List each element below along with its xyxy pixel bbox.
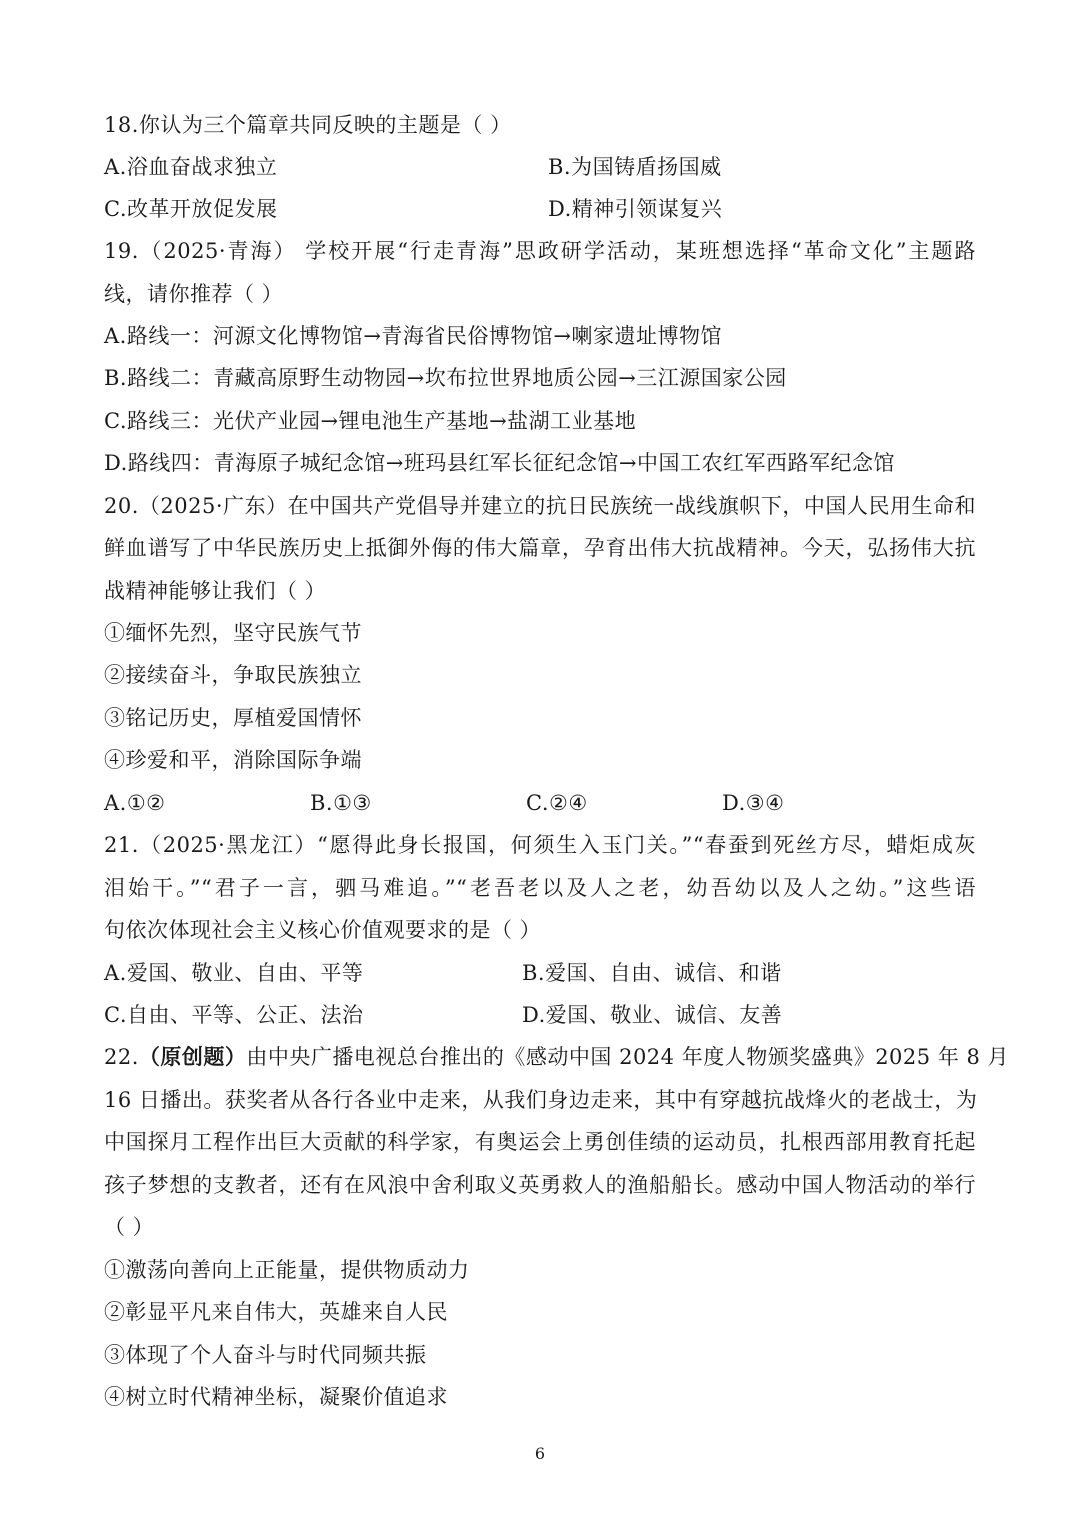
q20-stem-line-2: 鲜血谱写了中华民族历史上抵御外侮的伟大篇章，孕育出伟大抗战精神。今天，弘扬伟大抗 [104,536,976,560]
q22-statement-2: ②彰显平凡来自伟大，英雄来自人民 [104,1300,448,1324]
q21-option-d: D.爱国、敬业、诚信、友善 [522,1003,783,1027]
page-number: 6 [534,1444,546,1463]
q19-option-c: C.路线三：光伏产业园→锂电池生产基地→盐湖工业基地 [104,409,637,433]
q20-statement-3: ③铭记历史，厚植爱国情怀 [104,706,362,730]
q20-stem-line-1: 20.（2025·广东）在中国共产党倡导并建立的抗日民族统一战线旗帜下，中国人民用生命和 [104,494,976,518]
q18-stem: 18.你认为三个篇章共同反映的主题是（ ） [104,113,512,137]
q22-statement-3: ③体现了个人奋斗与时代同频共振 [104,1343,427,1367]
q20-statement-2: ②接续奋斗，争取民族独立 [104,663,362,687]
q20-statement-1: ①缅怀先烈，坚守民族气节 [104,621,362,645]
q22-statement-1: ①激荡向善向上正能量，提供物质动力 [104,1258,470,1282]
q20-statement-4: ④珍爱和平，消除国际争端 [104,748,362,772]
q21-option-c: C.自由、平等、公正、法治 [104,1003,364,1027]
q18-option-a: A.浴血奋战求独立 [104,155,278,179]
q20-stem-line-3: 战精神能够让我们（ ） [104,579,327,603]
q22-stem-line-2: 16 日播出。获奖者从各行各业中走来，从我们身边走来，其中有穿越抗战烽火的老战士，为 [104,1088,978,1112]
q18-option-c: C.改革开放促发展 [104,197,278,221]
q20-option-a: A.①② [104,791,166,815]
q19-stem-line-2: 线，请你推荐（ ） [104,282,284,306]
q21-stem-line-2: 泪始干。”“君子一言，驷马难追。”“老吾老以及人之老，幼吾幼以及人之幼。”这些语 [104,876,976,900]
q21-stem-line-3: 句依次体现社会主义核心价值观要求的是（ ） [104,918,542,942]
q22-stem-line-4: 孩子梦想的支教者，还有在风浪中舍利取义英勇救人的渔船船长。感动中国人物活动的举行 [104,1173,976,1197]
q19-stem-line-1: 19.（2025·青海） 学校开展“行走青海”思政研学活动，某班想选择“革命文化”主题路 [104,239,976,263]
q20-option-b: B.①③ [310,791,372,815]
q21-option-b: B.爱国、自由、诚信、和谐 [522,961,782,985]
q18-option-b: B.为国铸盾扬国威 [548,155,722,179]
q22-stem-line-1 [104,1042,1009,1072]
q22-statement-4: ④树立时代精神坐标，凝聚价值追求 [104,1385,448,1409]
q20-option-d: D.③④ [722,791,785,815]
q20-option-c: C.②④ [526,791,588,815]
q22-stem-line-3: 中国探月工程作出巨大贡献的科学家，有奥运会上勇创佳绩的运动员，扎根西部用教育托起 [104,1130,976,1154]
q22-number: 22. [104,1045,139,1069]
q22-stem-line-5: （ ） [104,1215,155,1239]
q19-option-b: B.路线二：青藏高原野生动物园→坎布拉世界地质公园→三江源国家公园 [104,366,787,390]
q21-option-a: A.爱国、敬业、自由、平等 [104,961,364,985]
q19-option-d: D.路线四：青海原子城纪念馆→班玛县红军长征纪念馆→中国工农红军西路军纪念馆 [104,451,895,475]
q19-option-a: A.路线一：河源文化博物馆→青海省民俗博物馆→喇家遗址博物馆 [104,324,723,348]
q22-original-tag: （原创题） [138,1044,247,1069]
q18-option-d: D.精神引领谋复兴 [548,197,723,221]
q21-stem-line-1: 21.（2025·黑龙江）“愿得此身长报国，何须生入玉门关。”“春蚕到死丝方尽，蜡炬成灰 [104,833,976,857]
q22-stem-line-1-text: 由中央广播电视总台推出的《感动中国 2024 年度人物颁奖盛典》2025 年 8 月 [246,1045,1010,1069]
